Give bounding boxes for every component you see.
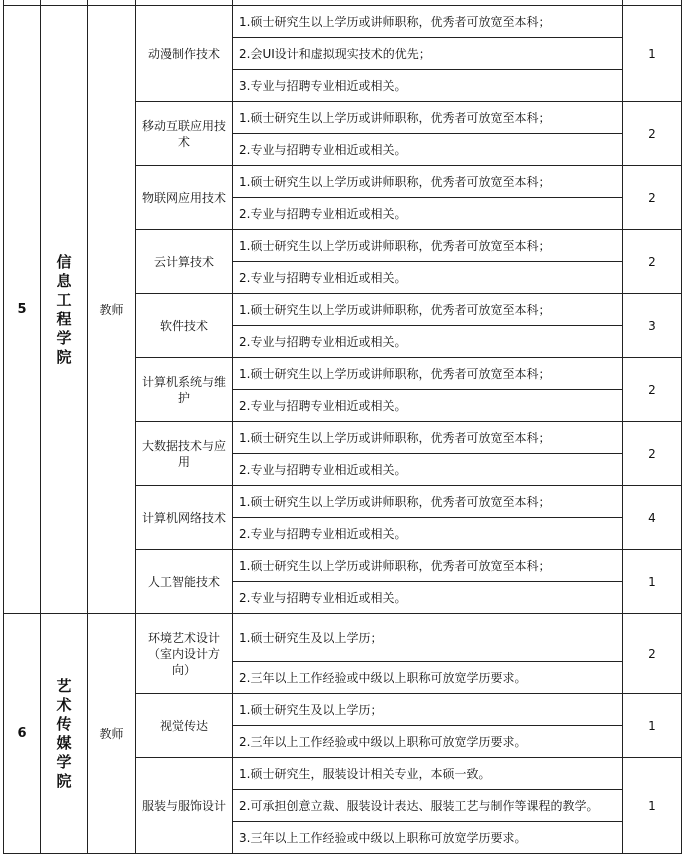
requirement-text: 3.专业与招聘专业相近或相关。 xyxy=(233,70,623,102)
requirement-text: 1.硕士研究生，服装设计相关专业，本硕一致。 xyxy=(233,758,623,790)
hire-count: 1 xyxy=(623,758,682,854)
major-name: 环境艺术设计（室内设计方向） xyxy=(136,614,233,694)
requirement-text: 2.三年以上工作经验或中级以上职称可放宽学历要求。 xyxy=(233,662,623,694)
college-name xyxy=(41,614,88,854)
hire-count: 1 xyxy=(623,694,682,758)
requirement-text: 1.硕士研究生以上学历或讲师职称，优秀者可放宽至本科； xyxy=(233,550,623,582)
requirement-text: 1.硕士研究生以上学历或讲师职称，优秀者可放宽至本科； xyxy=(233,6,623,38)
hire-count: 2 xyxy=(623,614,682,694)
hire-count: 3 xyxy=(623,294,682,358)
requirement-text: 2.专业与招聘专业相近或相关。 xyxy=(233,454,623,486)
requirement-text: 2.专业与招聘专业相近或相关。 xyxy=(233,134,623,166)
requirement-text: 2.会UI设计和虚拟现实技术的优先； xyxy=(233,38,623,70)
major-name: 物联网应用技术 xyxy=(136,166,233,230)
row-number: 5 xyxy=(4,6,41,614)
requirement-text: 1.硕士研究生以上学历或讲师职称，优秀者可放宽至本科； xyxy=(233,294,623,326)
major-name: 视觉传达 xyxy=(136,694,233,758)
hire-count: 4 xyxy=(623,486,682,550)
requirement-text: 1.硕士研究生以上学历或讲师职称，优秀者可放宽至本科； xyxy=(233,102,623,134)
hire-count: 2 xyxy=(623,358,682,422)
position-name: 教师 xyxy=(88,614,136,854)
requirement-text: 2.专业与招聘专业相近或相关。 xyxy=(233,518,623,550)
major-name: 云计算技术 xyxy=(136,230,233,294)
hire-count: 1 xyxy=(623,6,682,102)
college-name-text: 信息工程学院 xyxy=(56,252,72,366)
major-name: 计算机网络技术 xyxy=(136,486,233,550)
requirement-text: 1.硕士研究生以上学历或讲师职称，优秀者可放宽至本科； xyxy=(233,230,623,262)
hire-count: 1 xyxy=(623,550,682,614)
position-name: 教师 xyxy=(88,6,136,614)
requirement-text: 1.硕士研究生及以上学历； xyxy=(233,694,623,726)
recruitment-table xyxy=(3,0,682,854)
requirement-text: 1.硕士研究生以上学历或讲师职称，优秀者可放宽至本科； xyxy=(233,422,623,454)
requirement-text: 1.硕士研究生以上学历或讲师职称，优秀者可放宽至本科； xyxy=(233,486,623,518)
major-name: 计算机系统与维护 xyxy=(136,358,233,422)
hire-count: 2 xyxy=(623,102,682,166)
hire-count: 2 xyxy=(623,422,682,486)
requirement-text: 1.硕士研究生以上学历或讲师职称，优秀者可放宽至本科； xyxy=(233,358,623,390)
requirement-text: 1.硕士研究生以上学历或讲师职称，优秀者可放宽至本科； xyxy=(233,166,623,198)
table-row xyxy=(4,614,682,662)
requirement-text: 2.专业与招聘专业相近或相关。 xyxy=(233,390,623,422)
major-name: 服装与服饰设计 xyxy=(136,758,233,854)
requirement-text: 2.专业与招聘专业相近或相关。 xyxy=(233,582,623,614)
requirement-text: 1.硕士研究生及以上学历； xyxy=(233,614,623,662)
major-name: 软件技术 xyxy=(136,294,233,358)
college-name xyxy=(41,6,88,614)
major-name: 移动互联应用技术 xyxy=(136,102,233,166)
table-row xyxy=(4,6,682,38)
college-name-text: 艺术传媒学院 xyxy=(56,676,72,790)
requirement-text: 3.三年以上工作经验或中级以上职称可放宽学历要求。 xyxy=(233,822,623,854)
hire-count: 2 xyxy=(623,166,682,230)
requirement-text: 2.专业与招聘专业相近或相关。 xyxy=(233,198,623,230)
row-number: 6 xyxy=(4,614,41,854)
table-body xyxy=(4,0,682,854)
major-name: 动漫制作技术 xyxy=(136,6,233,102)
requirement-text: 2.专业与招聘专业相近或相关。 xyxy=(233,326,623,358)
major-name: 人工智能技术 xyxy=(136,550,233,614)
hire-count: 2 xyxy=(623,230,682,294)
requirement-text: 2.三年以上工作经验或中级以上职称可放宽学历要求。 xyxy=(233,726,623,758)
requirement-text: 2.可承担创意立裁、服装设计表达、服装工艺与制作等课程的教学。 xyxy=(233,790,623,822)
requirement-text: 2.专业与招聘专业相近或相关。 xyxy=(233,262,623,294)
major-name: 大数据技术与应用 xyxy=(136,422,233,486)
